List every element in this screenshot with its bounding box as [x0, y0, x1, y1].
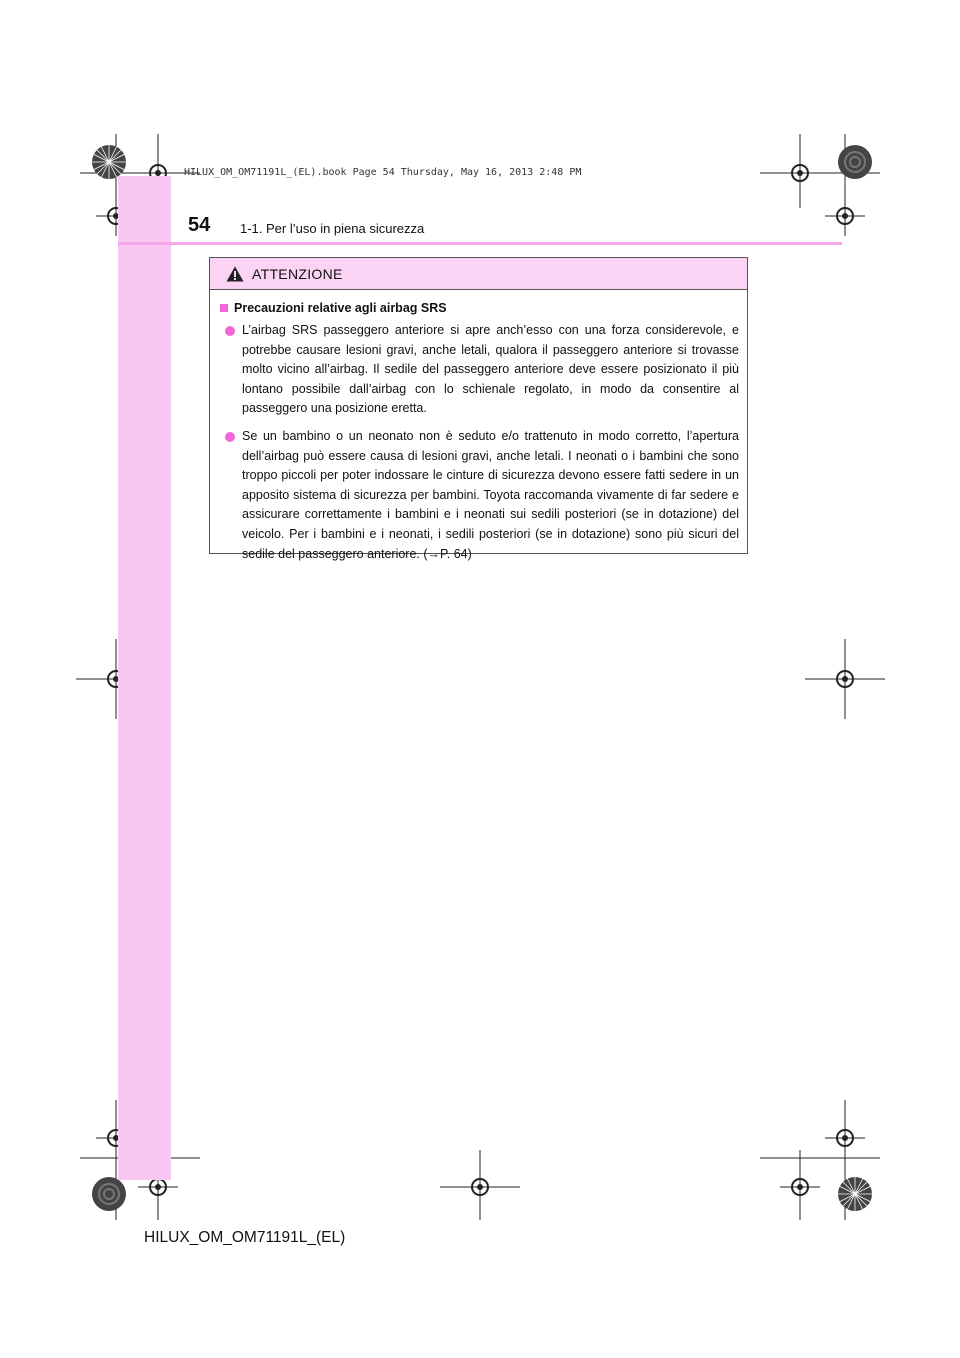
page-number: 54 — [188, 214, 211, 236]
warning-title: ATTENZIONE — [252, 265, 343, 282]
warning-subhead — [220, 301, 739, 315]
registration-mark-icon — [825, 196, 865, 236]
header-rule — [118, 242, 842, 245]
warning-body — [210, 290, 747, 564]
section-title: 1-1. Per l’uso in piena sicurezza — [240, 221, 425, 236]
sunburst-target-icon — [837, 144, 873, 180]
square-bullet-icon — [220, 304, 228, 312]
sunburst-target-icon — [91, 144, 127, 180]
warning-bullet — [220, 427, 739, 564]
warning-header — [210, 258, 747, 290]
circle-bullet-icon — [225, 326, 235, 336]
sunburst-target-icon — [91, 1176, 127, 1212]
registration-mark-icon — [780, 153, 820, 193]
warning-box — [209, 257, 748, 561]
warning-bullet-text: Se un bambino o un neonato non è seduto e/o trattenuto in modo corretto, l’apertura dell’airbag può essere causa di lesioni gravi, anche letali. I neonati o i bambini che sono troppo piccoli per poter indossare le cinture di sicurezza devono essere fatti sedere in un apposito sistema di sicurezza per bambini. Toyota raccomanda vivamente di far sedere e assicurare correttamente i bambini e i neonati sui sedili posteriori (se in dotazione) del veicolo. Per i bambini e i neonati, i sedili posteriori (se in dotazione) sono più sicuri del sedile del passeggero anteriore. (→P. 64) — [242, 428, 739, 561]
registration-mark-icon — [460, 1167, 500, 1207]
sunburst-target-icon — [837, 1176, 873, 1212]
warning-bullet-text: L’airbag SRS passeggero anteriore si apre anch’esso con una forza considerevole, e potrebbe causare lesioni gravi, anche letali, qualora il passeggero anteriore si trovasse molto vicino all’airbag. Il sedile del passeggero anteriore deve essere posizionato il più lontano possibile dall’airbag con lo schienale regolato, in modo da consentire al passeggero una posizione eretta. — [242, 323, 739, 416]
warning-triangle-icon — [226, 266, 244, 282]
footer-document-code: HILUX_OM_OM71191L_(EL) — [144, 1229, 346, 1246]
circle-bullet-icon — [225, 432, 235, 442]
registration-mark-icon — [780, 1167, 820, 1207]
registration-mark-icon — [805, 639, 885, 719]
print-stamp: HILUX_OM_OM71191L_(EL).book Page 54 Thursday, May 16, 2013 2:48 PM — [184, 167, 582, 178]
registration-mark-icon — [825, 1118, 865, 1158]
warning-bullet — [220, 321, 739, 419]
chapter-tab-strip — [118, 176, 171, 1180]
warning-subhead-text: Precauzioni relative agli airbag SRS — [234, 301, 447, 315]
